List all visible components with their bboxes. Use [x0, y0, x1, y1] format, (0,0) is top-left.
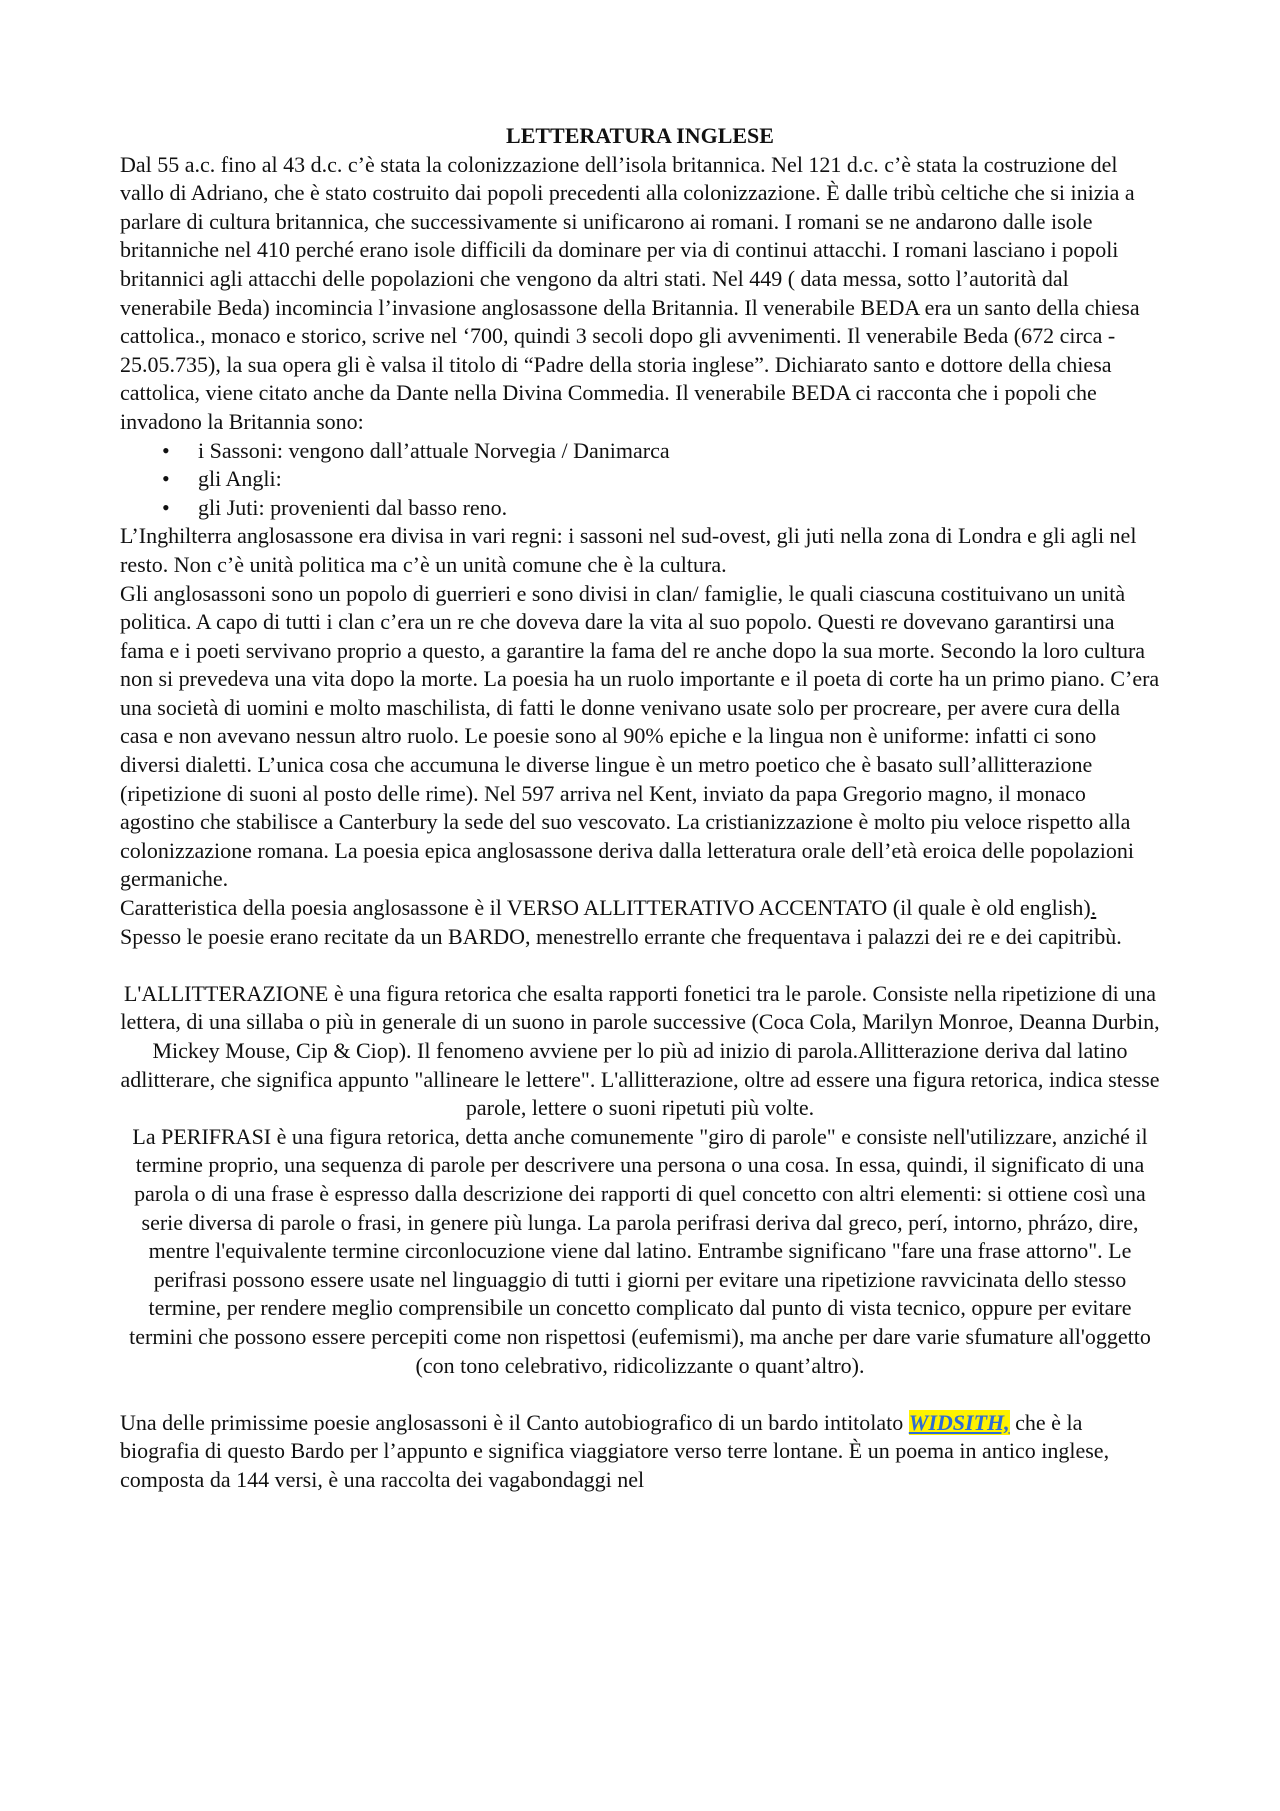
blank-line [120, 951, 1160, 980]
document-title: LETTERATURA INGLESE [506, 123, 774, 148]
kingdoms-paragraph: L’Inghilterra anglosassone era divisa in vari regni: i sassoni nel sud-ovest, gli juti nella zona di Londra e gli agli nel resto. Non c’è unità politica ma c’è un unità comune che è la cultura. [120, 523, 1137, 577]
list-item-text: i Sassoni: vengono dall’attuale Norvegia / Danimarca [198, 437, 670, 463]
anglosaxons-paragraph: Gli anglosassoni sono un popolo di guerrieri e sono divisi in clan/ famiglie, le quali ciascuna costituivano un unità politica. A capo di tutti i clan c’era un re che doveva dare la vita al suo popolo. Questi re dovevano garantirsi una fama e i poeti servivano proprio a questo, a garantire la fama del re anche dopo la sua morte. Secondo la loro cultura non si prevedeva una vita dopo la morte. La poesia ha un ruolo importante e il poeta di corte ha un primo piano. C’era una società di uomini e molto maschilista, di fatti le donne venivano usate solo per procreare, per avere cura della casa e non avevano nessun altro ruolo. Le poesie sono al 90% epiche e la lingua non è uniforme: infatti ci sono diversi dialetti. L’unica cosa che accumuna le diverse lingue è un metro poetico che è basato sull’allitterazione (ripetizione di suoni al posto delle rime). Nel 597 arriva nel Kent, inviato da papa Gregorio magno, il monaco agostino che stabilisce a Canterbury la sede del suo vescovato. La cristianizzazione è molto piu veloce rispetto alla colonizzazione romana. La poesia epica anglosassone deriva dalla letteratura orale dell’età eroica delle popolazioni germaniche. [120, 580, 1160, 892]
list-item [120, 437, 1160, 466]
bullet-icon: • [162, 494, 170, 520]
intro-paragraph: Dal 55 a.c. fino al 43 d.c. c’è stata la colonizzazione dell’isola britannica. Nel 121 d.c. c’è stata la costruzione del vallo di Adriano, che è stato costruito dai popoli precedenti alla colonizzazione. È dalle tribù celtiche che si inizia a parlare di cultura britannica, che successivamente si unificarono ai romani. I romani se ne andarono dalle isole britanniche nel 410 perché erano isole difficili da dominare per via di continui attacchi. I romani lasciano i popoli britannici agli attacchi delle popolazioni che vengono da altri stati. Nel 449 ( data messa, sotto l’autorità dal venerabile Beda) incomincia l’invasione anglosassone della Britannia. Il venerabile BEDA era un santo della chiesa cattolica., monaco e storico, scrive nel ‘700, quindi 3 secoli dopo gli avvenimenti. Il venerabile Beda (672 circa - 25.05.735), la sua opera gli è valsa il titolo di “Padre della storia inglese”. Dichiarato santo e dottore della chiesa cattolica, viene citato anche da Dante nella Divina Commedia. Il venerabile BEDA ci racconta che i popoli che invadono la Britannia sono: [120, 151, 1140, 434]
verse-underlined-dot: . [1090, 895, 1097, 921]
widsith-text-pre: Una delle primissime poesie anglosassoni è il Canto autobiografico di un bardo intitolato [120, 1409, 909, 1435]
list-item [120, 494, 1160, 523]
widsith-paragraph [120, 1409, 1160, 1495]
verse-text-b: Spesso le poesie erano recitate da un BARDO, menestrello errante che frequentava i palazzi dei re e dei capitribù. [120, 923, 1122, 949]
peoples-list [120, 437, 1160, 523]
bullet-icon: • [162, 466, 170, 492]
verse-paragraph [120, 894, 1160, 951]
list-item-text: gli Angli: [198, 466, 282, 492]
perifrasi-paragraph: La PERIFRASI è una figura retorica, detta anche comunemente "giro di parole" e consiste nell'utilizzare, anziché il termine proprio, una sequenza di parole per descrivere una persona o una cosa. In essa, quindi, il significato di una parola o di una frase è espresso dalla descrizione dei rapporti di quel concetto con altri elementi: si ottiene così una serie diversa di parole o frasi, in genere più lunga. La parola perifrasi deriva dal greco, perí, intorno, phrázo, dire, mentre l'equivalente termine circonlocuzione viene dal latino. Entrambe significano "fare una frase attorno". Le perifrasi possono essere usate nel linguaggio di tutti i giorni per evitare una ripetizione ravvicinata dello stesso termine, per rendere meglio comprensibile un concetto complicato dal punto di vista tecnico, oppure per evitare termini che possono essere percepiti come non rispettosi (eufemismi), ma anche per dare varie sfumature all'oggetto (con tono celebrativo, ridicolizzante o quant’altro). [129, 1123, 1151, 1378]
widsith-highlight: WIDSITH, [908, 1409, 1010, 1435]
list-item-text: gli Juti: provenienti dal basso reno. [198, 494, 508, 520]
document-body [120, 122, 1160, 1495]
allitterazione-paragraph: L'ALLITTERAZIONE è una figura retorica che esalta rapporti fonetici tra le parole. Consiste nella ripetizione di una lettera, di una sillaba o più in generale di un suono in parole successive (Coca Cola, Marilyn Monroe, Deanna Durbin, Mickey Mouse, Cip & Ciop). Il fenomeno avviene per lo più ad inizio di parola.Allitterazione deriva dal latino adlitterare, che significa appunto "allineare le lettere". L'allitterazione, oltre ad essere una figura retorica, indica stesse parole, lettere o suoni ripetuti più volte. [120, 980, 1160, 1121]
widsith-text-post: che è la biografia di questo Bardo per l’appunto e significa viaggiatore verso terre lontane. È un poema in antico inglese, composta da 144 versi, è una raccolta dei vagabondaggi nel [120, 1409, 1110, 1492]
verse-text-a: Caratteristica della poesia anglosassone è il VERSO ALLITTERATIVO ACCENTATO (il quale è old english) [120, 895, 1091, 921]
list-item [120, 465, 1160, 494]
bullet-icon: • [162, 437, 170, 463]
blank-line [120, 1380, 1160, 1409]
